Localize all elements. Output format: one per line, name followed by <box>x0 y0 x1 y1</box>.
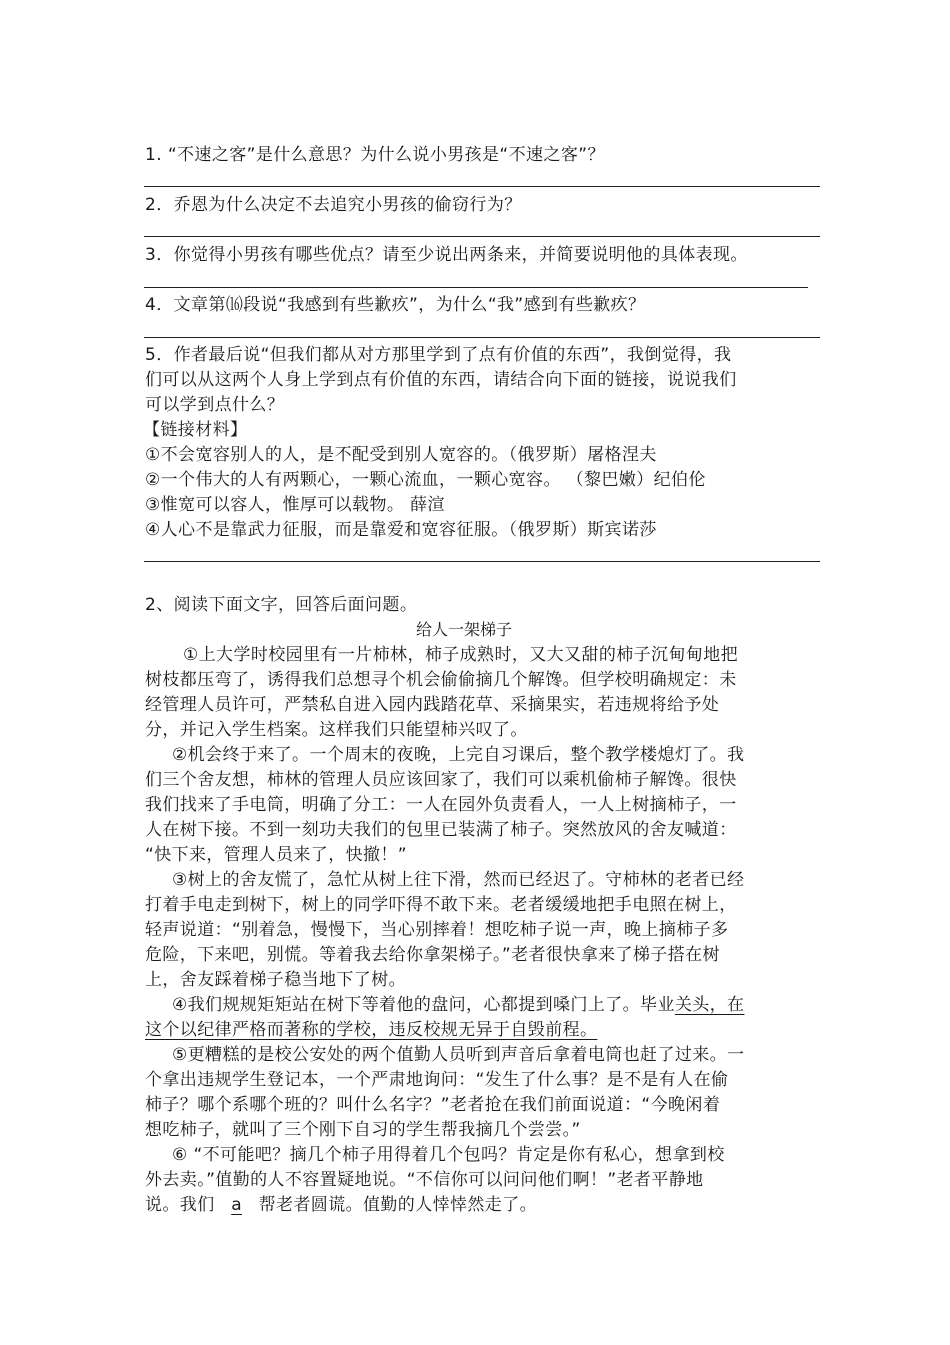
answer-line-1 <box>144 186 820 187</box>
article-title: 给人一架梯子 <box>416 620 513 639</box>
paragraph-6-line-3-end: 帮老者圆谎。值勤的人悻悻然走了。 <box>258 1195 538 1215</box>
paragraph-1-line-4: 分，并记入学生档案。这样我们只能望柿兴叹了。 <box>145 720 528 740</box>
question-5-line-2: 们可以从这两个人身上学到点有价值的东西，请结合向下面的链接，说说我们 <box>145 370 737 390</box>
paragraph-4-line-1-text: ④我们规规矩矩站在树下等着他的盘问，心都提到嗓门上了。毕业 <box>172 995 675 1015</box>
paragraph-2-line-1: ②机会终于来了。一个周末的夜晚，上完自习课后，整个教学楼熄灯了。我 <box>172 745 745 765</box>
link-material-header: 【链接材料】 <box>143 420 248 440</box>
answer-line-5 <box>144 561 820 562</box>
paragraph-6-line-3-start: 说。我们 <box>145 1195 215 1215</box>
paragraph-4-underlined-part-2: 这个以纪律严格而著称的学校，违反校规无异于自毁前程。 <box>145 1020 598 1040</box>
answer-blank-a[interactable]: a <box>231 1195 243 1215</box>
paragraph-3-line-1: ③树上的舍友慌了，急忙从树上往下滑，然而已经迟了。守柿林的老者已经 <box>172 870 745 890</box>
paragraph-5-line-2: 个拿出违规学生登记本，一个严肃地询问：“发生了什么事？是不是有人在偷 <box>145 1070 729 1090</box>
link-item-3: ③惟宽可以容人，惟厚可以载物。 薛渲 <box>145 495 445 515</box>
link-item-4: ④人心不是靠武力征服，而是靠爱和宽容征服。（俄罗斯）斯宾诺莎 <box>145 520 657 540</box>
question-4: 4．文章第⒃段说“我感到有些歉疚”，为什么“我”感到有些歉疚？ <box>145 295 646 315</box>
answer-line-3 <box>144 287 808 288</box>
paragraph-2-line-5: “快下来，管理人员来了，快撤！” <box>145 845 408 865</box>
link-item-1: ①不会宽容别人的人，是不配受到别人宽容的。（俄罗斯）屠格涅夫 <box>145 445 657 465</box>
paragraph-1-line-1: ①上大学时校园里有一片柿林，柿子成熟时，又大又甜的柿子沉甸甸地把 <box>183 645 739 665</box>
question-2: 2．乔恩为什么决定不去追究小男孩的偷窃行为？ <box>145 195 522 215</box>
paragraph-5-line-4: 想吃柿子，就叫了三个刚下自习的学生帮我摘几个尝尝。” <box>145 1120 581 1140</box>
paragraph-1-line-2: 树枝都压弯了，诱得我们总想寻个机会偷偷摘几个解馋。但学校明确规定：未 <box>145 670 737 690</box>
paragraph-2-line-3: 我们找来了手电筒，明确了分工：一人在园外负责看人，一人上树摘柿子，一 <box>145 795 737 815</box>
paragraph-4-underlined-part-1: 关头，在 <box>674 995 745 1015</box>
answer-line-4 <box>144 337 820 338</box>
question-5-line-1: 5．作者最后说“但我们都从对方那里学到了点有价值的东西”，我倒觉得，我 <box>145 345 732 365</box>
paragraph-2-line-4: 人在树下接。不到一刻功夫我们的包里已装满了柿子。突然放风的舍友喊道： <box>145 820 737 840</box>
question-5-line-3: 可以学到点什么？ <box>145 395 285 415</box>
paragraph-3-line-2: 打着手电走到树下，树上的同学吓得不敢下来。老者缓缓地把手电照在树上， <box>145 895 737 915</box>
question-1: 1. “不速之客”是什么意思？为什么说小男孩是“不速之客”？ <box>145 145 605 165</box>
link-item-2: ②一个伟大的人有两颗心，一颗心流血，一颗心宽容。 （黎巴嫩）纪伯伦 <box>145 470 706 490</box>
paragraph-4-line-1 <box>172 993 785 1017</box>
paragraph-6-line-1: ⑥ “不可能吧？摘几个柿子用得着几个包吗？肯定是你有私心，想拿到校 <box>172 1145 725 1165</box>
paragraph-1-line-3: 经管理人员许可，严禁私自进入园内践踏花草、采摘果实，若违规将给予处 <box>145 695 720 715</box>
paragraph-6-line-3 <box>145 1193 537 1217</box>
answer-line-2 <box>144 236 820 237</box>
paragraph-3-line-4: 危险，下来吧，别慌。等着我去给你拿架梯子。”老者很快拿来了梯子搭在树 <box>145 945 720 965</box>
paragraph-4-line-2 <box>145 1018 639 1042</box>
paragraph-3-line-5: 上，舍友踩着梯子稳当地下了树。 <box>145 970 406 990</box>
paragraph-6-line-2: 外去卖。”值勤的人不容置疑地说。“不信你可以问问他们啊！”老者平静地 <box>145 1170 704 1190</box>
section-intro: 2、阅读下面文字，回答后面问题。 <box>145 595 418 615</box>
question-3: 3．你觉得小男孩有哪些优点？请至少说出两条来，并简要说明他的具体表现。 <box>145 245 748 265</box>
paragraph-3-line-3: 轻声说道：“别着急，慢慢下，当心别摔着！想吃柿子说一声，晚上摘柿子多 <box>145 920 729 940</box>
paragraph-2-line-2: 们三个舍友想，柿林的管理人员应该回家了，我们可以乘机偷柿子解馋。很快 <box>145 770 737 790</box>
paragraph-5-line-1: ⑤更糟糕的是校公安处的两个值勤人员听到声音后拿着电筒也赶了过来。一 <box>172 1045 745 1065</box>
paragraph-5-line-3: 柿子？哪个系哪个班的？叫什么名字？”老者抢在我们前面说道：“今晚闲着 <box>145 1095 721 1115</box>
